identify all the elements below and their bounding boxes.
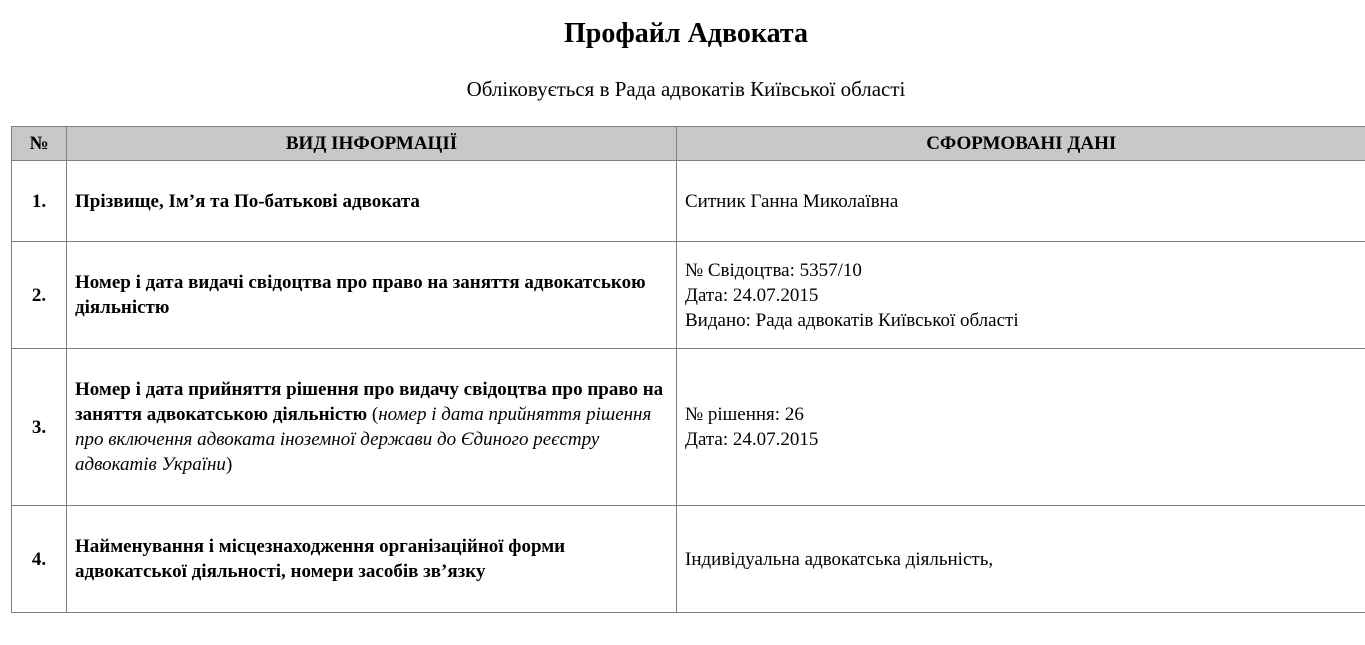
note-open-paren: ( xyxy=(367,404,379,425)
info-type-cell xyxy=(67,161,677,242)
column-header-info-type: ВИД ІНФОРМАЦІЇ xyxy=(67,127,677,161)
row-number: 3. xyxy=(12,349,67,506)
table-row xyxy=(12,349,1365,506)
certificate-issuer: Видано: Рада адвокатів Київської області xyxy=(685,309,1019,331)
table-header-row xyxy=(12,127,1365,161)
certificate-date: Дата: 24.07.2015 xyxy=(685,284,819,306)
note-close-paren: ) xyxy=(225,454,233,475)
data-cell xyxy=(677,242,1365,349)
info-type-label: Найменування і місцезнаходження організаційної форми адвокатської діяльності, номери засобів зв’язку xyxy=(75,536,566,582)
decision-date: Дата: 24.07.2015 xyxy=(685,429,819,450)
page-subtitle: Обліковується в Рада адвокатів Київської області xyxy=(466,77,906,101)
data-cell xyxy=(677,349,1365,506)
row-number: 4. xyxy=(12,506,67,613)
table-row xyxy=(12,506,1365,613)
info-type-cell xyxy=(67,242,677,349)
info-type-note: номер і дата прийняття рішення про включення адвоката іноземної держави до Єдиного реєстру адвокатів України xyxy=(75,404,652,475)
table-row xyxy=(12,161,1365,242)
column-header-data: СФОРМОВАНІ ДАНІ xyxy=(677,127,1365,161)
row-number: 2. xyxy=(12,242,67,349)
column-header-number: № xyxy=(12,127,67,161)
table-row xyxy=(12,242,1365,349)
info-type-label: Номер і дата прийняття рішення про видачу свідоцтва про право на заняття адвокатською діяльністю xyxy=(75,379,664,425)
info-type-label: Прізвище, Ім’я та По-батькові адвоката xyxy=(75,190,420,212)
data-cell xyxy=(677,506,1365,613)
page-title: Профайл Адвоката xyxy=(564,18,808,49)
data-cell xyxy=(677,161,1365,242)
decision-number: № рішення: 26 xyxy=(685,404,804,425)
data-value: Індивідуальна адвокатська діяльність, xyxy=(685,548,994,570)
info-type-label: Номер і дата видачі свідоцтва про право на заняття адвокатською діяльністю xyxy=(75,272,646,318)
info-type-cell xyxy=(67,506,677,613)
data-value: Ситник Ганна Миколаївна xyxy=(685,190,899,212)
info-type-cell xyxy=(67,349,677,506)
certificate-number: № Свідоцтва: 5357/10 xyxy=(685,259,862,281)
row-number: 1. xyxy=(12,161,67,242)
lawyer-profile-table xyxy=(11,126,1365,613)
